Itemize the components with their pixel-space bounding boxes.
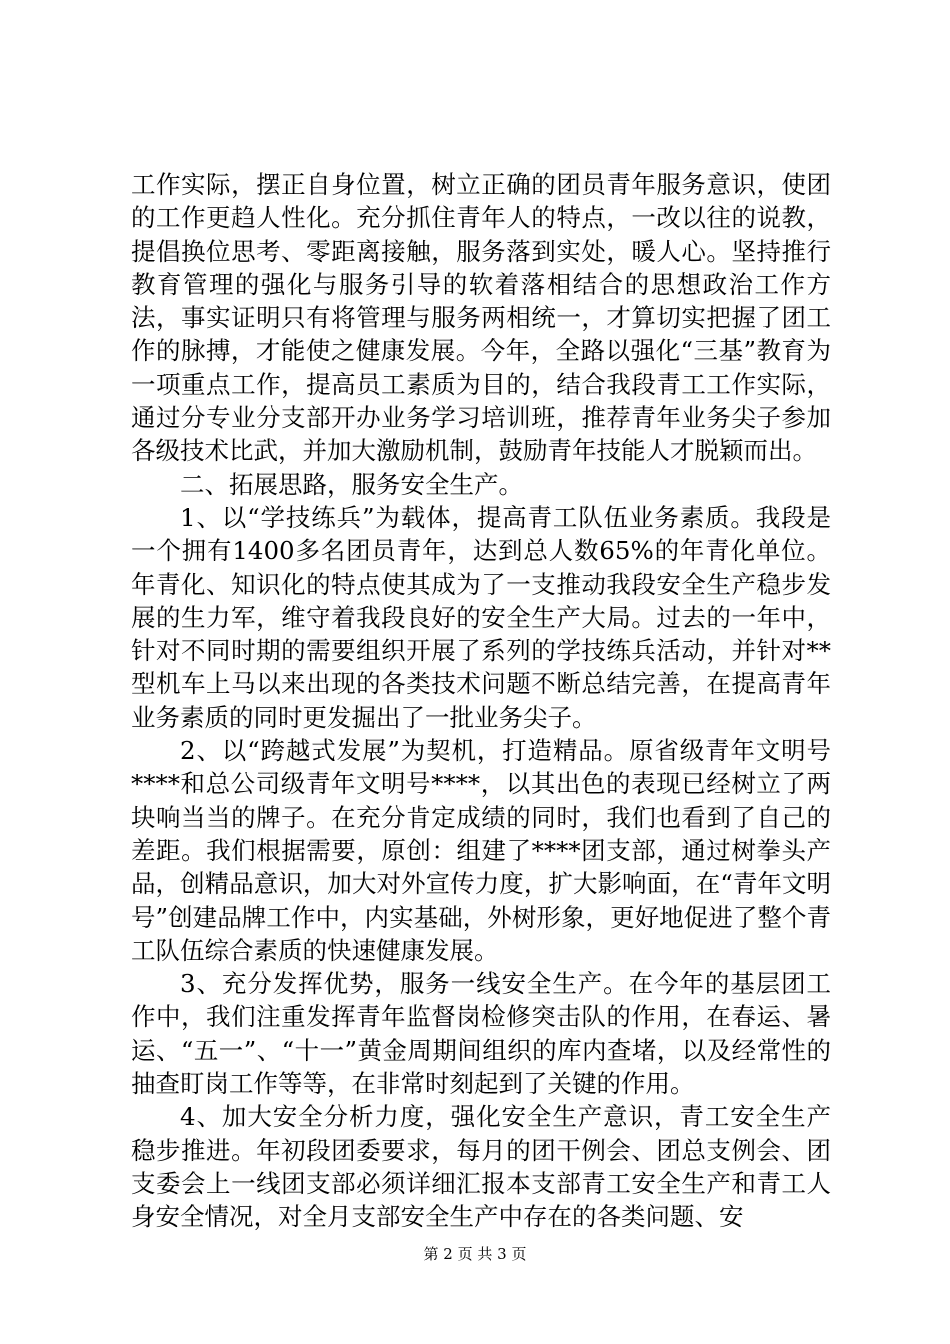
paragraph-item-3: 3、充分发挥优势，服务一线安全生产。在今年的基层团工作中，我们注重发挥青年监督岗检修突击队的作用，在春运、暑运、“五一”、“十一”黄金周期间组织的库内查堵，以及经常性的抽查盯岗工作等等，在非常时刻起到了关键的作用。	[131, 969, 831, 1099]
paragraph-item-1: 1、以“学技练兵”为载体，提高青工队伍业务素质。我段是一个拥有1400多名团员青年，达到总人数65%的年青化单位。年青化、知识化的特点使其成为了一支推动我段安全生产稳步发展的生力军，维守着我段良好的安全生产大局。过去的一年中，针对不同时期的需要组织开展了系列的学技练兵活动，并针对**型机车上马以来出现的各类技术问题不断总结完善，在提高青年业务素质的同时更发掘出了一批业务尖子。	[131, 502, 831, 732]
page-footer	[0, 1244, 950, 1264]
paragraph-item-4: 4、加大安全分析力度，强化安全生产意识，青工安全生产稳步推进。年初段团委要求，每月的团干例会、团总支例会、团支委会上一线团支部必须详细汇报本支部青工安全生产和青工人身安全情况，对全月支部安全生产中存在的各类问题、安	[131, 1102, 831, 1232]
paragraph-item-2: 2、以“跨越式发展”为契机，打造精品。原省级青年文明号****和总公司级青年文明号****，以其出色的表现已经树立了两块响当当的牌子。在充分肯定成绩的同时，我们也看到了自己的差距。我们根据需要，原创：组建了****团支部，通过树拳头产品，创精品意识，加大对外宣传力度，扩大影响面，在“青年文明号”创建品牌工作中，内实基础，外树形象，更好地促进了整个青工队伍综合素质的快速健康发展。	[131, 736, 831, 965]
section-heading: 二、拓展思路，服务安全生产。	[180, 469, 523, 499]
document-body	[131, 168, 831, 1234]
paragraph-continuation: 工作实际，摆正自身位置，树立正确的团员青年服务意识，使团的工作更趋人性化。充分抓住青年人的特点，一改以往的说教，提倡换位思考、零距离接触，服务落到实处，暖人心。坚持推行教育管理的强化与服务引导的软着落相结合的思想政治工作方法，事实证明只有将管理与服务两相统一，才算切实把握了团工作的脉搏，才能使之健康发展。今年，全路以强化“三基”教育为一项重点工作，提高员工素质为目的，结合我段青工工作实际，通过分专业分支部开办业务学习培训班，推荐青年业务尖子参加各级技术比武，并加大激励机制，鼓励青年技能人才脱颖而出。	[131, 170, 831, 466]
page-number: 第 2 页 共 3 页	[423, 1245, 527, 1263]
